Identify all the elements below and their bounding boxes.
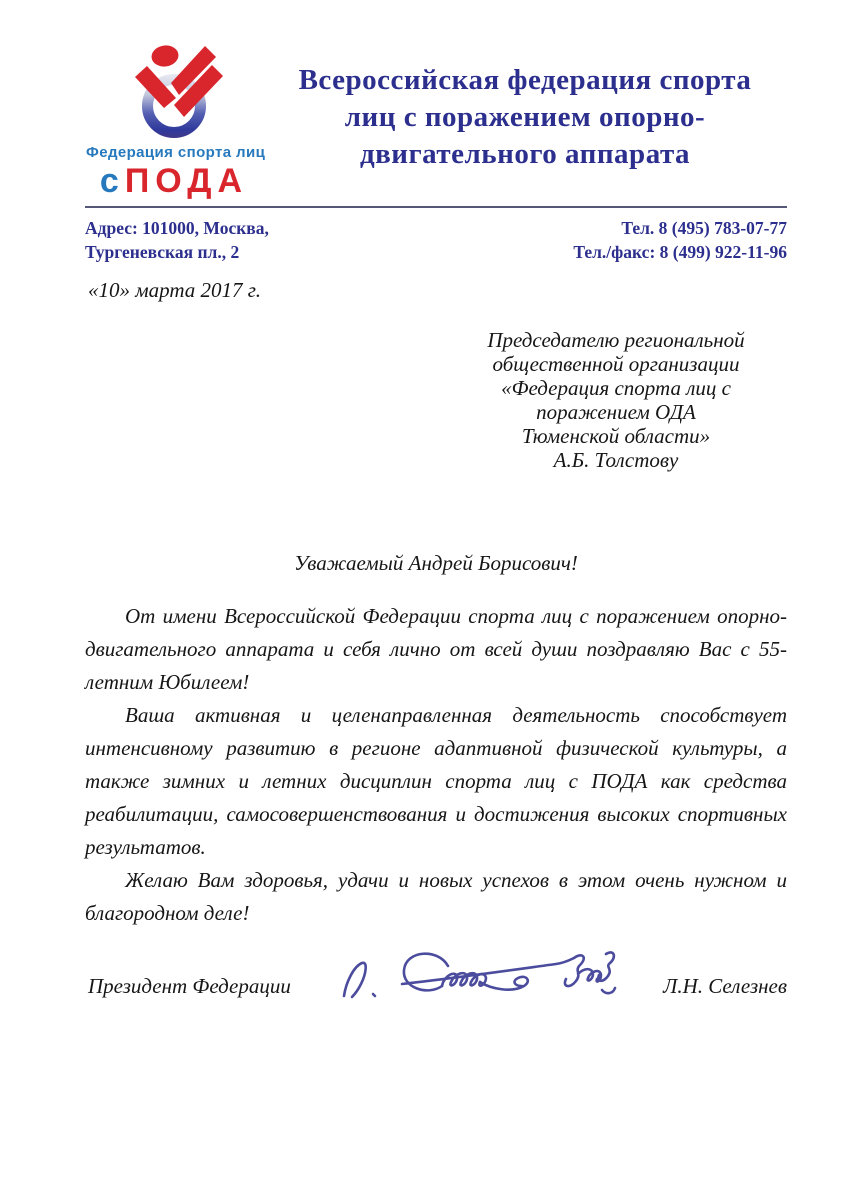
org-title: [283, 62, 767, 173]
letter-date: «10» марта 2017 г.: [88, 278, 261, 302]
recipient-line: общественной организации: [492, 352, 740, 376]
recipient-line: «Федерация спорта лиц с: [501, 376, 731, 400]
signer-name: Л.Н. Селезнев: [663, 974, 787, 998]
org-title-line: Всероссийская федерация спорта: [298, 64, 752, 96]
recipient-line: Тюменской области»: [521, 424, 711, 448]
contact-block: [85, 216, 787, 264]
address-block: [85, 216, 269, 264]
address-line: Тургеневская пл., 2: [85, 242, 240, 262]
salutation: Уважаемый Андрей Борисович!: [294, 551, 578, 575]
body-paragraph: От имени Всероссийской Федерации спорта лиц с поражением опорно-двигательного аппарата и себя лично от всей души поздравляю Вас с 55-летним Юбилеем!: [85, 604, 787, 694]
org-title-line: двигательного аппарата: [359, 138, 691, 170]
logo-acronym: [86, 162, 262, 201]
signer-position: Президент Федерации: [88, 974, 291, 998]
federation-logo: [86, 44, 266, 201]
logo-caption: Федерация спорта лиц: [86, 144, 266, 161]
logo-acronym-main: ПОДА: [124, 162, 249, 200]
recipient-line: Председателю региональной: [487, 328, 745, 352]
recipient-name: А.Б. Толстову: [553, 448, 679, 472]
logo-figure-icon: [120, 44, 228, 142]
fax-line: Тел./факс: 8 (499) 922-11-96: [573, 242, 787, 262]
phones-block: [573, 216, 787, 264]
phone-line: Тел. 8 (495) 783-07-77: [621, 218, 787, 238]
letter-body: [85, 600, 787, 930]
address-line: Адрес: 101000, Москва,: [85, 218, 269, 238]
handwritten-signature: [316, 934, 626, 1024]
recipient-block: [430, 328, 802, 472]
body-paragraph: Ваша активная и целенаправленная деятельность способствует интенсивному развитию в регионе адаптивной физической культуры, а также зимних и летних дисциплин спорта лиц с ПОДА как средства реабилитации, самосовершенствования и достижения высоких спортивных результатов.: [85, 703, 787, 859]
letterhead-divider: [85, 206, 787, 208]
recipient-line: поражением ОДА: [536, 400, 696, 424]
body-paragraph: Желаю Вам здоровья, удачи и новых успехов в этом очень нужном и благородном деле!: [85, 868, 787, 925]
org-title-line: лиц с поражением опорно-: [344, 101, 706, 133]
logo-acronym-prefix: с: [99, 162, 125, 200]
